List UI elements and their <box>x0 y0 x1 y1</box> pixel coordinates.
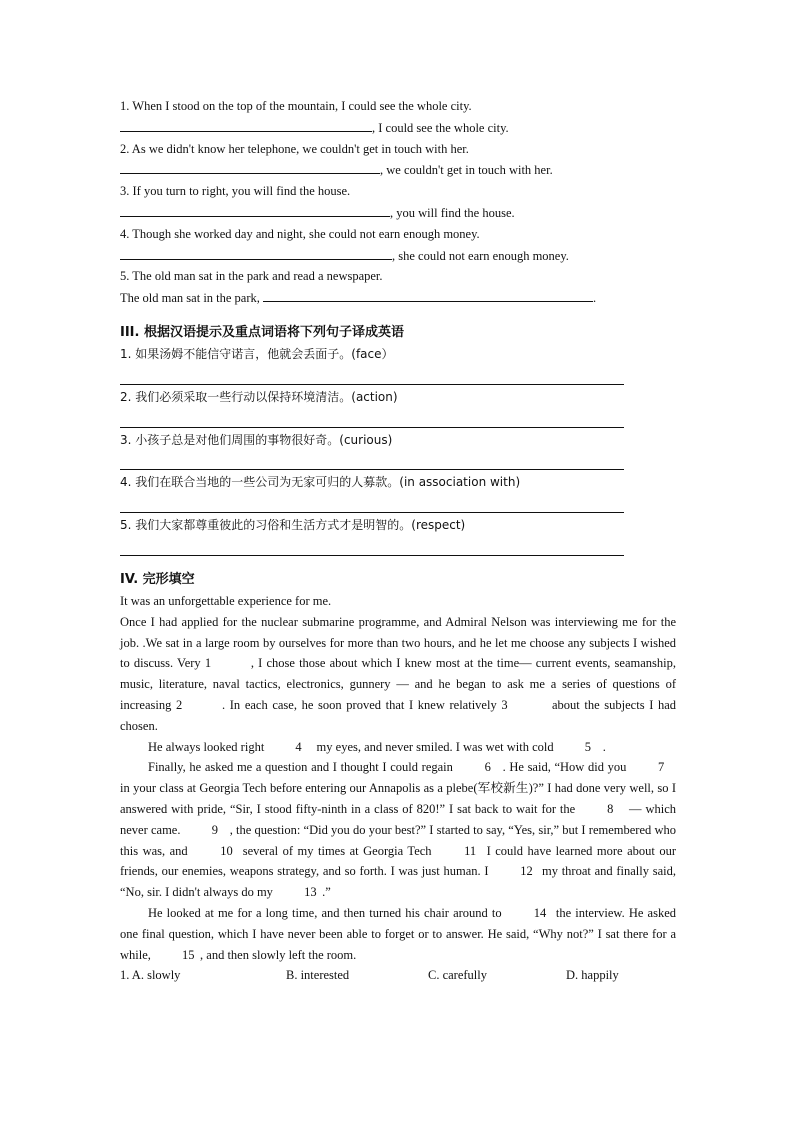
cloze-gap-15[interactable]: 15 <box>182 947 195 962</box>
answer-blank[interactable] <box>120 117 372 132</box>
rewrite-question-1: 1. When I stood on the top of the mountain, I could see the whole city. <box>120 99 472 113</box>
cloze-gap-4[interactable]: 4 <box>295 739 302 754</box>
cloze-intro: It was an unforgettable experience for me. <box>120 593 332 608</box>
translation-answer-line-4[interactable] <box>120 493 624 513</box>
rewrite-question-2: 2. As we didn't know her telephone, we couldn't get in touch with her. <box>120 141 469 156</box>
cloze-gap-13[interactable]: 13 <box>304 885 317 900</box>
translation-answer-line-3[interactable] <box>120 450 624 470</box>
answer-tail: , I could see the whole city. <box>372 120 509 135</box>
rewrite-section <box>120 96 676 309</box>
section-3-title: III. 根据汉语提示及重点词语将下列句子译成英语 <box>120 324 404 340</box>
rewrite-question-5: 5. The old man sat in the park and read a newspaper. <box>120 269 383 284</box>
translation-prompt-2: 2. 我们必须采取一些行动以保持环境清洁。(action) <box>120 389 398 404</box>
answer-blank[interactable] <box>263 287 593 302</box>
cloze-gap-6[interactable]: 6 <box>484 760 491 775</box>
translation-prompt-5: 5. 我们大家都尊重彼此的习俗和生活方式才是明智的。(respect) <box>120 518 466 533</box>
answer-blank[interactable] <box>120 245 392 260</box>
translation-answer-line-1[interactable] <box>120 365 624 385</box>
cloze-gap-10[interactable]: 10 <box>220 843 233 858</box>
option-b[interactable]: B. interested <box>286 968 350 983</box>
worksheet-page <box>120 96 676 986</box>
translation-prompt-4: 4. 我们在联合当地的一些公司为无家可归的人募款。(in association with) <box>120 475 521 490</box>
cloze-passage <box>120 591 676 965</box>
cloze-gap-2[interactable]: 2 <box>176 697 183 712</box>
cloze-gap-11[interactable]: 11 <box>464 843 477 858</box>
rewrite-answer-3 <box>120 202 676 224</box>
translation-answer-line-5[interactable] <box>120 536 624 556</box>
cloze-gap-7[interactable]: 7 <box>658 760 665 775</box>
cloze-gap-1[interactable]: 1 <box>204 656 212 671</box>
cloze-gap-9[interactable]: 9 <box>211 822 218 837</box>
cloze-paragraph-3: Finally, he asked me a question and I thought I could regain 6 . He said, “How did you 7 in your class at Georgia Tech before entering our Annapolis as a plebe(军校新生)?” I had done very well, so I answered with pride, “Sir, I stood fifty-ninth in a class of 820!” I sat back to wait for the 8 — which never came. 9 , the question: “Did you do your best?” I started to say, “Yes, sir,” but I remembered who this was, and 10 several of my times at Georgia Tech 11 I could have learned more about our friends, our enemies, weapons strategy, and so forth. I was just human. I 12 my throat and finally said, “No, sir. I didn't always do my 13 .” <box>120 757 676 903</box>
option-d[interactable]: D. happily <box>566 968 619 983</box>
cloze-gap-5[interactable]: 5 <box>584 739 592 754</box>
section-4-title: IV. 完形填空 <box>120 571 195 587</box>
rewrite-answer-5 <box>120 287 676 309</box>
translation-prompt-1: 1. 如果汤姆不能信守诺言，他就会丢面子。(face） <box>120 346 394 361</box>
cloze-options-row-1 <box>120 965 676 986</box>
answer-blank[interactable] <box>120 159 380 174</box>
answer-tail: , you will find the house. <box>390 205 515 220</box>
answer-head: The old man sat in the park, <box>120 291 264 306</box>
rewrite-question-3: 3. If you turn to right, you will find the house. <box>120 184 351 199</box>
answer-blank[interactable] <box>120 202 390 217</box>
cloze-gap-12[interactable]: 12 <box>520 864 533 879</box>
cloze-gap-14[interactable]: 14 <box>533 905 547 920</box>
rewrite-question-4: 4. Though she worked day and night, she could not earn enough money. <box>120 226 480 241</box>
answer-tail: , we couldn't get in touch with her. <box>380 163 553 178</box>
rewrite-answer-1 <box>120 117 676 139</box>
cloze-gap-8[interactable]: 8 <box>607 801 614 816</box>
cloze-paragraph-2: He always looked right 4 my eyes, and never smiled. I was wet with cold 5 . <box>120 737 676 758</box>
translation-answer-line-2[interactable] <box>120 408 624 428</box>
option-c[interactable]: C. carefully <box>428 968 488 983</box>
rewrite-answer-4 <box>120 245 676 267</box>
cloze-gap-3[interactable]: 3 <box>501 697 508 712</box>
translation-section <box>120 344 676 556</box>
translation-prompt-3: 3. 小孩子总是对他们周围的事物很好奇。(curious) <box>120 432 393 447</box>
rewrite-answer-2 <box>120 159 676 181</box>
answer-tail: . <box>593 291 597 306</box>
cloze-paragraph-4: He looked at me for a long time, and then turned his chair around to 14 the interview. He asked one final question, which I have never been able to forget or to answer. He said, “Why not?” I sat there for a while, 15 , and then slowly left the room. <box>120 903 676 965</box>
answer-tail: , she could not earn enough money. <box>392 248 569 263</box>
option-a[interactable]: 1. A. slowly <box>120 968 181 983</box>
cloze-paragraph-1: Once I had applied for the nuclear submarine programme, and Admiral Nelson was interviewing me for the job. .We sat in a large room by ourselves for more than two hours, and he let me choose any subjects I wished to discuss. Very 1 , I chose those about which I knew most at the time— current events, seamanship, music, literature, naval tactics, electronics, gunnery — and he began to ask me a series of questions of increasing 2 . In each case, he soon proved that I knew relatively 3 about the subjects I had chosen. <box>120 614 677 733</box>
